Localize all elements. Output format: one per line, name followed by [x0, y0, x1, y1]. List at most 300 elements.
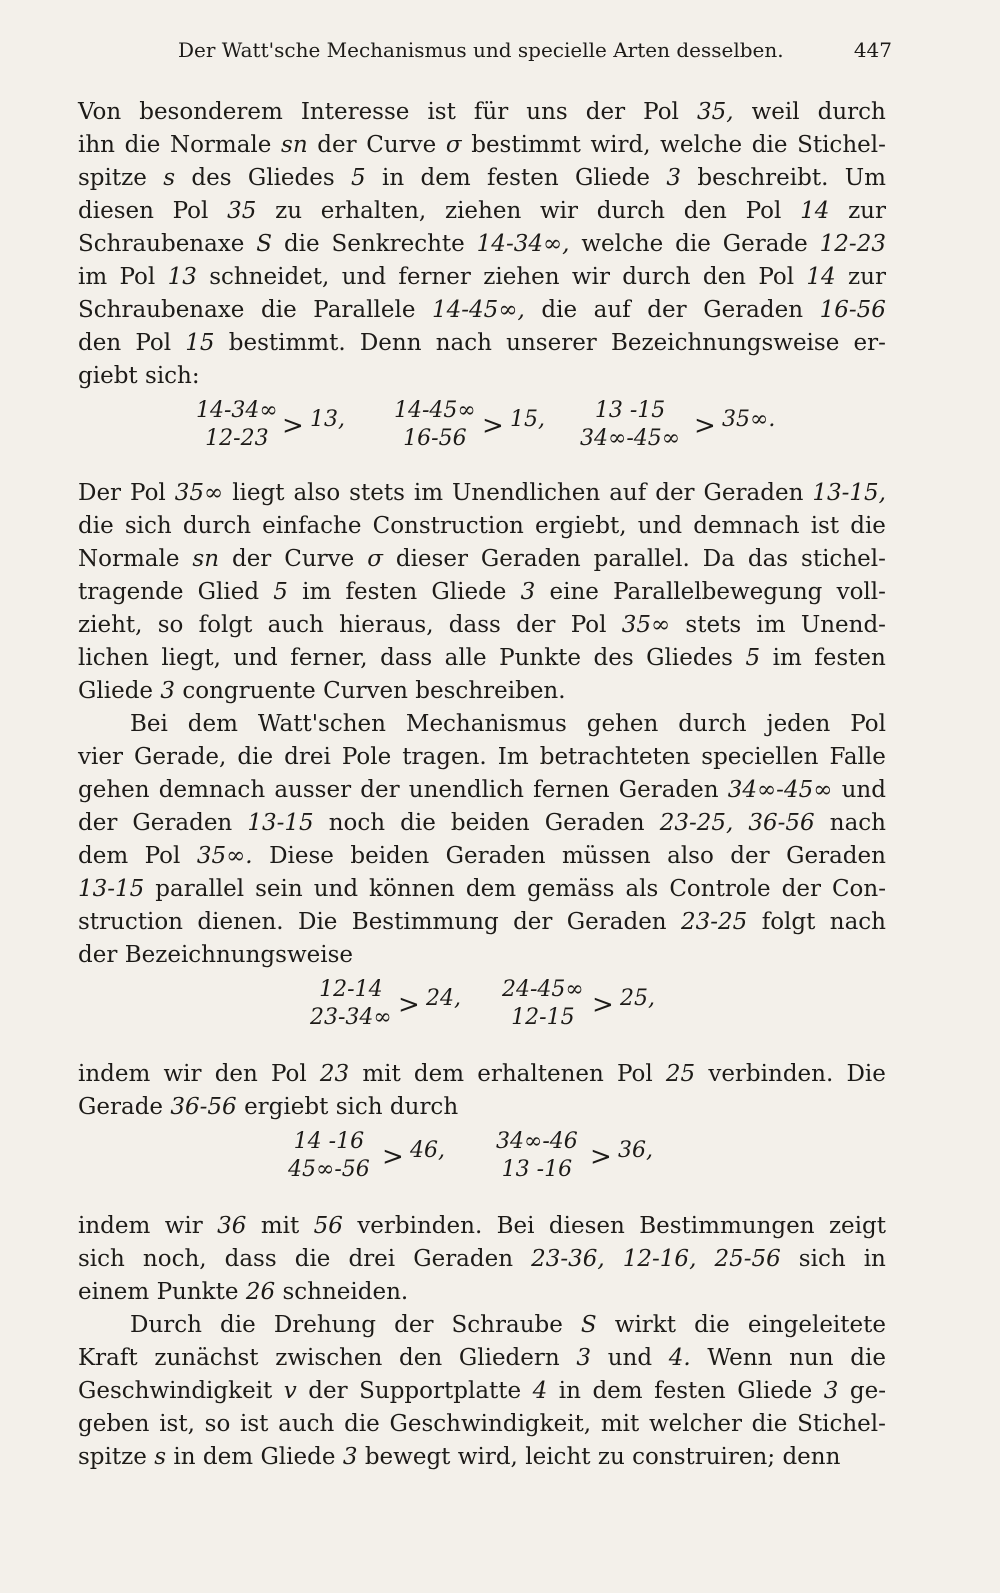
- word: 36-56: [748, 810, 815, 836]
- word: bewegt: [364, 1444, 451, 1470]
- word: der: [78, 810, 118, 836]
- word: struction: [78, 909, 183, 935]
- word: dem: [413, 1061, 465, 1087]
- word: und: [341, 264, 387, 290]
- word: er-: [853, 330, 886, 356]
- word: durch: [817, 99, 886, 125]
- result-pole: 13,: [310, 407, 345, 432]
- word: und: [233, 645, 278, 671]
- word: wir: [540, 198, 579, 224]
- word: Con-: [831, 876, 886, 902]
- text-line: [78, 939, 886, 972]
- word: die: [344, 1411, 380, 1437]
- word: sich: [335, 1094, 383, 1120]
- word: in: [863, 1246, 886, 1272]
- word: dass: [224, 1246, 277, 1272]
- word: Von: [78, 99, 122, 125]
- word: 25: [665, 1061, 696, 1087]
- word: müssen: [561, 843, 651, 869]
- word: 5: [351, 165, 366, 191]
- text-line: [78, 840, 886, 873]
- word: eingeleitete: [747, 1312, 886, 1338]
- word: Pol: [144, 843, 181, 869]
- word: geben: [78, 1411, 150, 1437]
- word: dass: [380, 645, 433, 671]
- word: ergiebt: [244, 1094, 329, 1120]
- denominator: 34∞-45∞: [580, 426, 681, 451]
- word: ge-: [849, 1378, 886, 1404]
- word: auf: [593, 297, 631, 323]
- word: dem: [187, 711, 238, 737]
- word: den: [399, 1345, 443, 1371]
- page-number: 447: [853, 38, 892, 62]
- text-line: [78, 642, 886, 675]
- denominator: 16-56: [403, 426, 467, 451]
- word: Gerade: [78, 1094, 164, 1120]
- greater-than-sign: >: [592, 990, 614, 1020]
- text-line: [78, 807, 886, 840]
- word: fernen: [533, 777, 610, 803]
- paragraph-1: [78, 96, 886, 393]
- running-header: [172, 38, 892, 64]
- word: Gliede: [78, 678, 154, 704]
- text-line: [78, 228, 886, 261]
- text-line: [78, 708, 886, 741]
- word: leicht: [525, 1444, 591, 1470]
- word: der: [513, 909, 553, 935]
- word: folgt: [761, 909, 816, 935]
- word: eine: [549, 579, 599, 605]
- word: ziehen: [483, 264, 560, 290]
- word: ausser: [274, 777, 352, 803]
- word: 3: [576, 1345, 592, 1371]
- word: lichen: [78, 645, 149, 671]
- word: Geraden: [413, 1246, 514, 1272]
- word: der: [516, 612, 556, 638]
- word: folgt: [198, 612, 253, 638]
- word: Im: [497, 744, 529, 770]
- text-line: [78, 1342, 886, 1375]
- text-line: [78, 1243, 886, 1276]
- word: Pol: [758, 264, 795, 290]
- word: Pol: [570, 612, 607, 638]
- word: durch: [678, 711, 747, 737]
- word: beiden: [350, 843, 430, 869]
- word: 36: [217, 1213, 247, 1239]
- word: Pol: [119, 264, 156, 290]
- denominator: 45∞-56: [288, 1157, 370, 1182]
- numerator: 34∞-46: [496, 1129, 578, 1154]
- word: noch,: [142, 1246, 207, 1272]
- text-line: [78, 162, 886, 195]
- word: betrachteten: [539, 744, 691, 770]
- word: liegt: [232, 480, 285, 506]
- word: Pol: [271, 1061, 307, 1087]
- word: wird,: [457, 1444, 518, 1470]
- word: 26: [245, 1279, 276, 1305]
- word: Geraden: [703, 297, 804, 323]
- word: Bezeichnungsweise: [611, 330, 840, 356]
- word: und: [313, 876, 359, 902]
- word: durch: [389, 1094, 459, 1120]
- word: zu: [597, 1444, 625, 1470]
- word: nach: [829, 810, 886, 836]
- word: 3: [520, 579, 536, 605]
- word: als: [625, 876, 659, 902]
- word: Normale: [78, 546, 180, 572]
- word: Falle: [829, 744, 886, 770]
- word: einem: [78, 1279, 150, 1305]
- word: congruente: [182, 678, 316, 704]
- word: 35∞: [174, 480, 224, 506]
- denominator: 23-34∞: [310, 1005, 392, 1030]
- text-line: [78, 1210, 886, 1243]
- word: bestimmt.: [228, 330, 346, 356]
- word: sich: [78, 1246, 125, 1272]
- word: 35∞: [621, 612, 671, 638]
- word: die: [78, 513, 114, 539]
- formula-3: [78, 1124, 886, 1210]
- word: Punkte: [156, 1279, 239, 1305]
- word: nach: [829, 909, 886, 935]
- word: Bei: [496, 1213, 535, 1239]
- fraction-14-34-over-12-23: [196, 397, 278, 453]
- word: 23-25,: [659, 810, 734, 836]
- word: durch: [622, 264, 691, 290]
- word: Pole: [341, 744, 392, 770]
- word: 35: [227, 198, 257, 224]
- word: Normale: [169, 132, 272, 158]
- text-line: [78, 1058, 886, 1091]
- word: beschreiben.: [415, 678, 566, 704]
- word: Geraden: [544, 810, 645, 836]
- word: 13-15,: [812, 480, 886, 506]
- word: im: [756, 612, 786, 638]
- word: verbinden.: [708, 1061, 834, 1087]
- word: denn: [782, 1444, 841, 1470]
- word: Parallelbewegung: [613, 579, 823, 605]
- word: in: [382, 165, 405, 191]
- word: Gliede: [431, 579, 507, 605]
- word: drei: [284, 744, 331, 770]
- word: welcher: [648, 1411, 742, 1437]
- word: sn: [192, 546, 220, 572]
- denominator: 12-15: [511, 1005, 575, 1030]
- word: und: [607, 1345, 653, 1371]
- word: Controle: [669, 876, 771, 902]
- word: S: [256, 231, 273, 257]
- word: dem: [592, 1378, 643, 1404]
- word: zieht,: [78, 612, 143, 638]
- word: die: [751, 1411, 788, 1437]
- word: 3: [823, 1378, 839, 1404]
- result-pole: 35∞.: [722, 407, 776, 432]
- word: der: [394, 1312, 434, 1338]
- word: 3: [666, 165, 681, 191]
- greater-than-sign: >: [382, 1142, 404, 1172]
- word: die: [261, 297, 297, 323]
- word: gehen: [586, 711, 659, 737]
- word: parallel.: [593, 546, 690, 572]
- word: zeigt: [828, 1213, 886, 1239]
- word: schneiden.: [282, 1279, 409, 1305]
- paragraph-2: [78, 477, 886, 708]
- word: besonderem: [139, 99, 283, 125]
- word: Drehung: [273, 1312, 377, 1338]
- word: die: [751, 132, 788, 158]
- word: Um: [844, 165, 886, 191]
- word: S: [580, 1312, 597, 1338]
- greater-than-sign: >: [590, 1142, 612, 1172]
- word: spitze: [78, 1444, 147, 1470]
- word: sich:: [145, 363, 200, 389]
- word: 13-15: [247, 810, 314, 836]
- word: festen: [814, 645, 886, 671]
- word: jeden: [766, 711, 831, 737]
- word: Parallele: [313, 297, 416, 323]
- word: Pol: [130, 480, 166, 506]
- word: Schraube: [451, 1312, 563, 1338]
- word: die: [541, 297, 578, 323]
- word: Schraubenaxe: [78, 231, 245, 257]
- word: bestimmt: [471, 132, 581, 158]
- word: Pol: [745, 198, 782, 224]
- word: 35,: [696, 99, 734, 125]
- paragraph-4: [78, 1058, 886, 1124]
- word: spitze: [78, 165, 147, 191]
- word: der: [730, 843, 770, 869]
- word: also: [667, 843, 714, 869]
- word: sich: [798, 1246, 846, 1272]
- word: s: [163, 165, 176, 191]
- word: 13: [167, 264, 197, 290]
- word: wir: [163, 1061, 202, 1087]
- word: sich: [124, 513, 172, 539]
- text-line: [78, 906, 886, 939]
- word: Bezeichnungsweise: [124, 942, 354, 968]
- text-line: [78, 675, 886, 708]
- word: der: [585, 99, 626, 125]
- word: Interesse: [300, 99, 410, 125]
- word: Geraden: [445, 843, 546, 869]
- paragraph-5: [78, 1210, 886, 1309]
- word: Geraden: [786, 843, 886, 869]
- word: des: [191, 165, 232, 191]
- word: der: [317, 132, 357, 158]
- word: beschreibt.: [697, 165, 829, 191]
- formula-1: [78, 393, 886, 477]
- word: Pol: [172, 198, 209, 224]
- word: Wenn: [707, 1345, 773, 1371]
- word: in: [558, 1378, 581, 1404]
- word: das: [747, 546, 789, 572]
- word: parallel: [155, 876, 245, 902]
- word: 14: [800, 198, 830, 224]
- word: Pol: [135, 330, 172, 356]
- word: nach: [435, 330, 492, 356]
- word: 12-23: [819, 231, 886, 257]
- word: 56: [313, 1213, 343, 1239]
- result-pole: 15,: [510, 407, 545, 432]
- numerator: 14-45∞: [394, 398, 476, 423]
- word: in: [173, 1444, 196, 1470]
- word: Diese: [269, 843, 334, 869]
- word: Da: [702, 546, 735, 572]
- word: die: [124, 132, 161, 158]
- word: alle: [444, 645, 487, 671]
- word: v: [283, 1378, 297, 1404]
- word: 25-56: [714, 1246, 781, 1272]
- word: Gliede: [260, 1444, 336, 1470]
- word: 23-36,: [531, 1246, 605, 1272]
- word: auch: [278, 1411, 335, 1437]
- word: den: [702, 264, 746, 290]
- word: festen: [345, 579, 418, 605]
- word: Kraft: [78, 1345, 138, 1371]
- word: Curve: [284, 546, 355, 572]
- denominator: 12-23: [205, 426, 269, 451]
- numerator: 14-34∞: [196, 398, 278, 423]
- text-line: [78, 477, 886, 510]
- word: Stichel-: [797, 1411, 886, 1437]
- word: demnach: [693, 513, 800, 539]
- word: 12-16,: [622, 1246, 697, 1272]
- numerator: 12-14: [319, 977, 383, 1002]
- text-line: [78, 873, 886, 906]
- word: und: [637, 513, 683, 539]
- fraction-12-14-over-23-34: [310, 976, 392, 1032]
- word: der: [781, 876, 821, 902]
- text-line: [78, 360, 886, 393]
- word: 14-34∞,: [476, 231, 570, 257]
- word: construiren;: [632, 1444, 776, 1470]
- text-line: [78, 510, 886, 543]
- word: Gliedern: [458, 1345, 560, 1371]
- word: zwischen: [275, 1345, 383, 1371]
- word: erhaltenen: [477, 1061, 604, 1087]
- word: 3: [160, 678, 176, 704]
- word: Die: [298, 909, 338, 935]
- word: zur: [848, 264, 886, 290]
- word: Gerade,: [134, 744, 227, 770]
- word: ziehen: [444, 198, 522, 224]
- word: im: [772, 645, 802, 671]
- word: auf: [609, 480, 647, 506]
- word: diesen: [78, 198, 154, 224]
- word: ist: [427, 99, 456, 125]
- word: ferner: [398, 264, 471, 290]
- word: festen: [487, 165, 559, 191]
- fraction-24-45-over-12-15: [502, 976, 584, 1032]
- word: festen: [654, 1378, 726, 1404]
- word: Glied: [197, 579, 260, 605]
- word: im: [78, 264, 108, 290]
- word: σ: [445, 132, 462, 158]
- word: der: [231, 546, 272, 572]
- word: s: [154, 1444, 167, 1470]
- word: des: [593, 645, 634, 671]
- word: die: [220, 1312, 256, 1338]
- greater-than-sign: >: [398, 990, 420, 1020]
- text-line: [78, 195, 886, 228]
- word: der: [655, 480, 695, 506]
- word: den: [683, 198, 727, 224]
- word: Bestimmung: [351, 909, 499, 935]
- word: Durch: [130, 1312, 202, 1338]
- word: dem: [78, 843, 129, 869]
- running-title: Der Watt'sche Mechanismus und specielle Arten desselben.: [178, 38, 784, 62]
- word: und: [841, 777, 886, 803]
- word: Geraden: [618, 777, 719, 803]
- word: Gliedes: [247, 165, 335, 191]
- word: Gliede: [737, 1378, 813, 1404]
- text-line: [78, 1309, 886, 1342]
- fraction-34-46-over-13-16: [496, 1128, 578, 1184]
- result-pole: 25,: [620, 986, 655, 1011]
- text-line: [78, 1091, 886, 1124]
- word: der: [308, 1378, 348, 1404]
- text-body: [78, 96, 886, 1474]
- word: beiden: [450, 810, 530, 836]
- greater-than-sign: >: [482, 411, 504, 441]
- word: 4: [532, 1378, 548, 1404]
- word: Geraden: [703, 480, 804, 506]
- word: welche: [581, 231, 664, 257]
- word: gehen: [78, 777, 150, 803]
- word: 23: [319, 1061, 350, 1087]
- word: Die: [846, 1061, 886, 1087]
- word: giebt: [78, 363, 138, 389]
- word: 34∞-45∞: [727, 777, 833, 803]
- word: 13-15: [78, 876, 145, 902]
- word: Mechanismus: [405, 711, 567, 737]
- paragraph-6: [78, 1309, 886, 1474]
- word: dienen.: [197, 909, 284, 935]
- word: im: [413, 480, 444, 506]
- word: drei: [348, 1246, 396, 1272]
- result-pole: 36,: [618, 1138, 653, 1163]
- word: weil: [751, 99, 800, 125]
- word: Punkte: [499, 645, 582, 671]
- text-line: [78, 543, 886, 576]
- word: tragende: [78, 579, 184, 605]
- word: Bei: [130, 711, 168, 737]
- word: welche: [660, 132, 743, 158]
- numerator: 14 -16: [293, 1129, 365, 1154]
- word: Geschwindigkeit,: [389, 1411, 592, 1437]
- text-line: [78, 1375, 886, 1408]
- word: mit: [362, 1061, 401, 1087]
- word: 4.: [668, 1345, 691, 1371]
- word: σ: [367, 546, 383, 572]
- word: die: [850, 513, 886, 539]
- word: 16-56: [819, 297, 886, 323]
- word: Pol: [616, 1061, 653, 1087]
- word: nun: [789, 1345, 834, 1371]
- word: der: [647, 297, 687, 323]
- word: hieraus,: [339, 612, 434, 638]
- word: dass: [448, 612, 501, 638]
- word: liegt,: [161, 645, 221, 671]
- word: demnach: [158, 777, 266, 803]
- word: Schraubenaxe: [78, 297, 245, 323]
- word: wirkt: [614, 1312, 676, 1338]
- word: indem: [78, 1213, 151, 1239]
- word: der: [360, 777, 400, 803]
- word: Curve: [366, 132, 437, 158]
- word: zu: [275, 198, 303, 224]
- word: Pol: [643, 99, 679, 125]
